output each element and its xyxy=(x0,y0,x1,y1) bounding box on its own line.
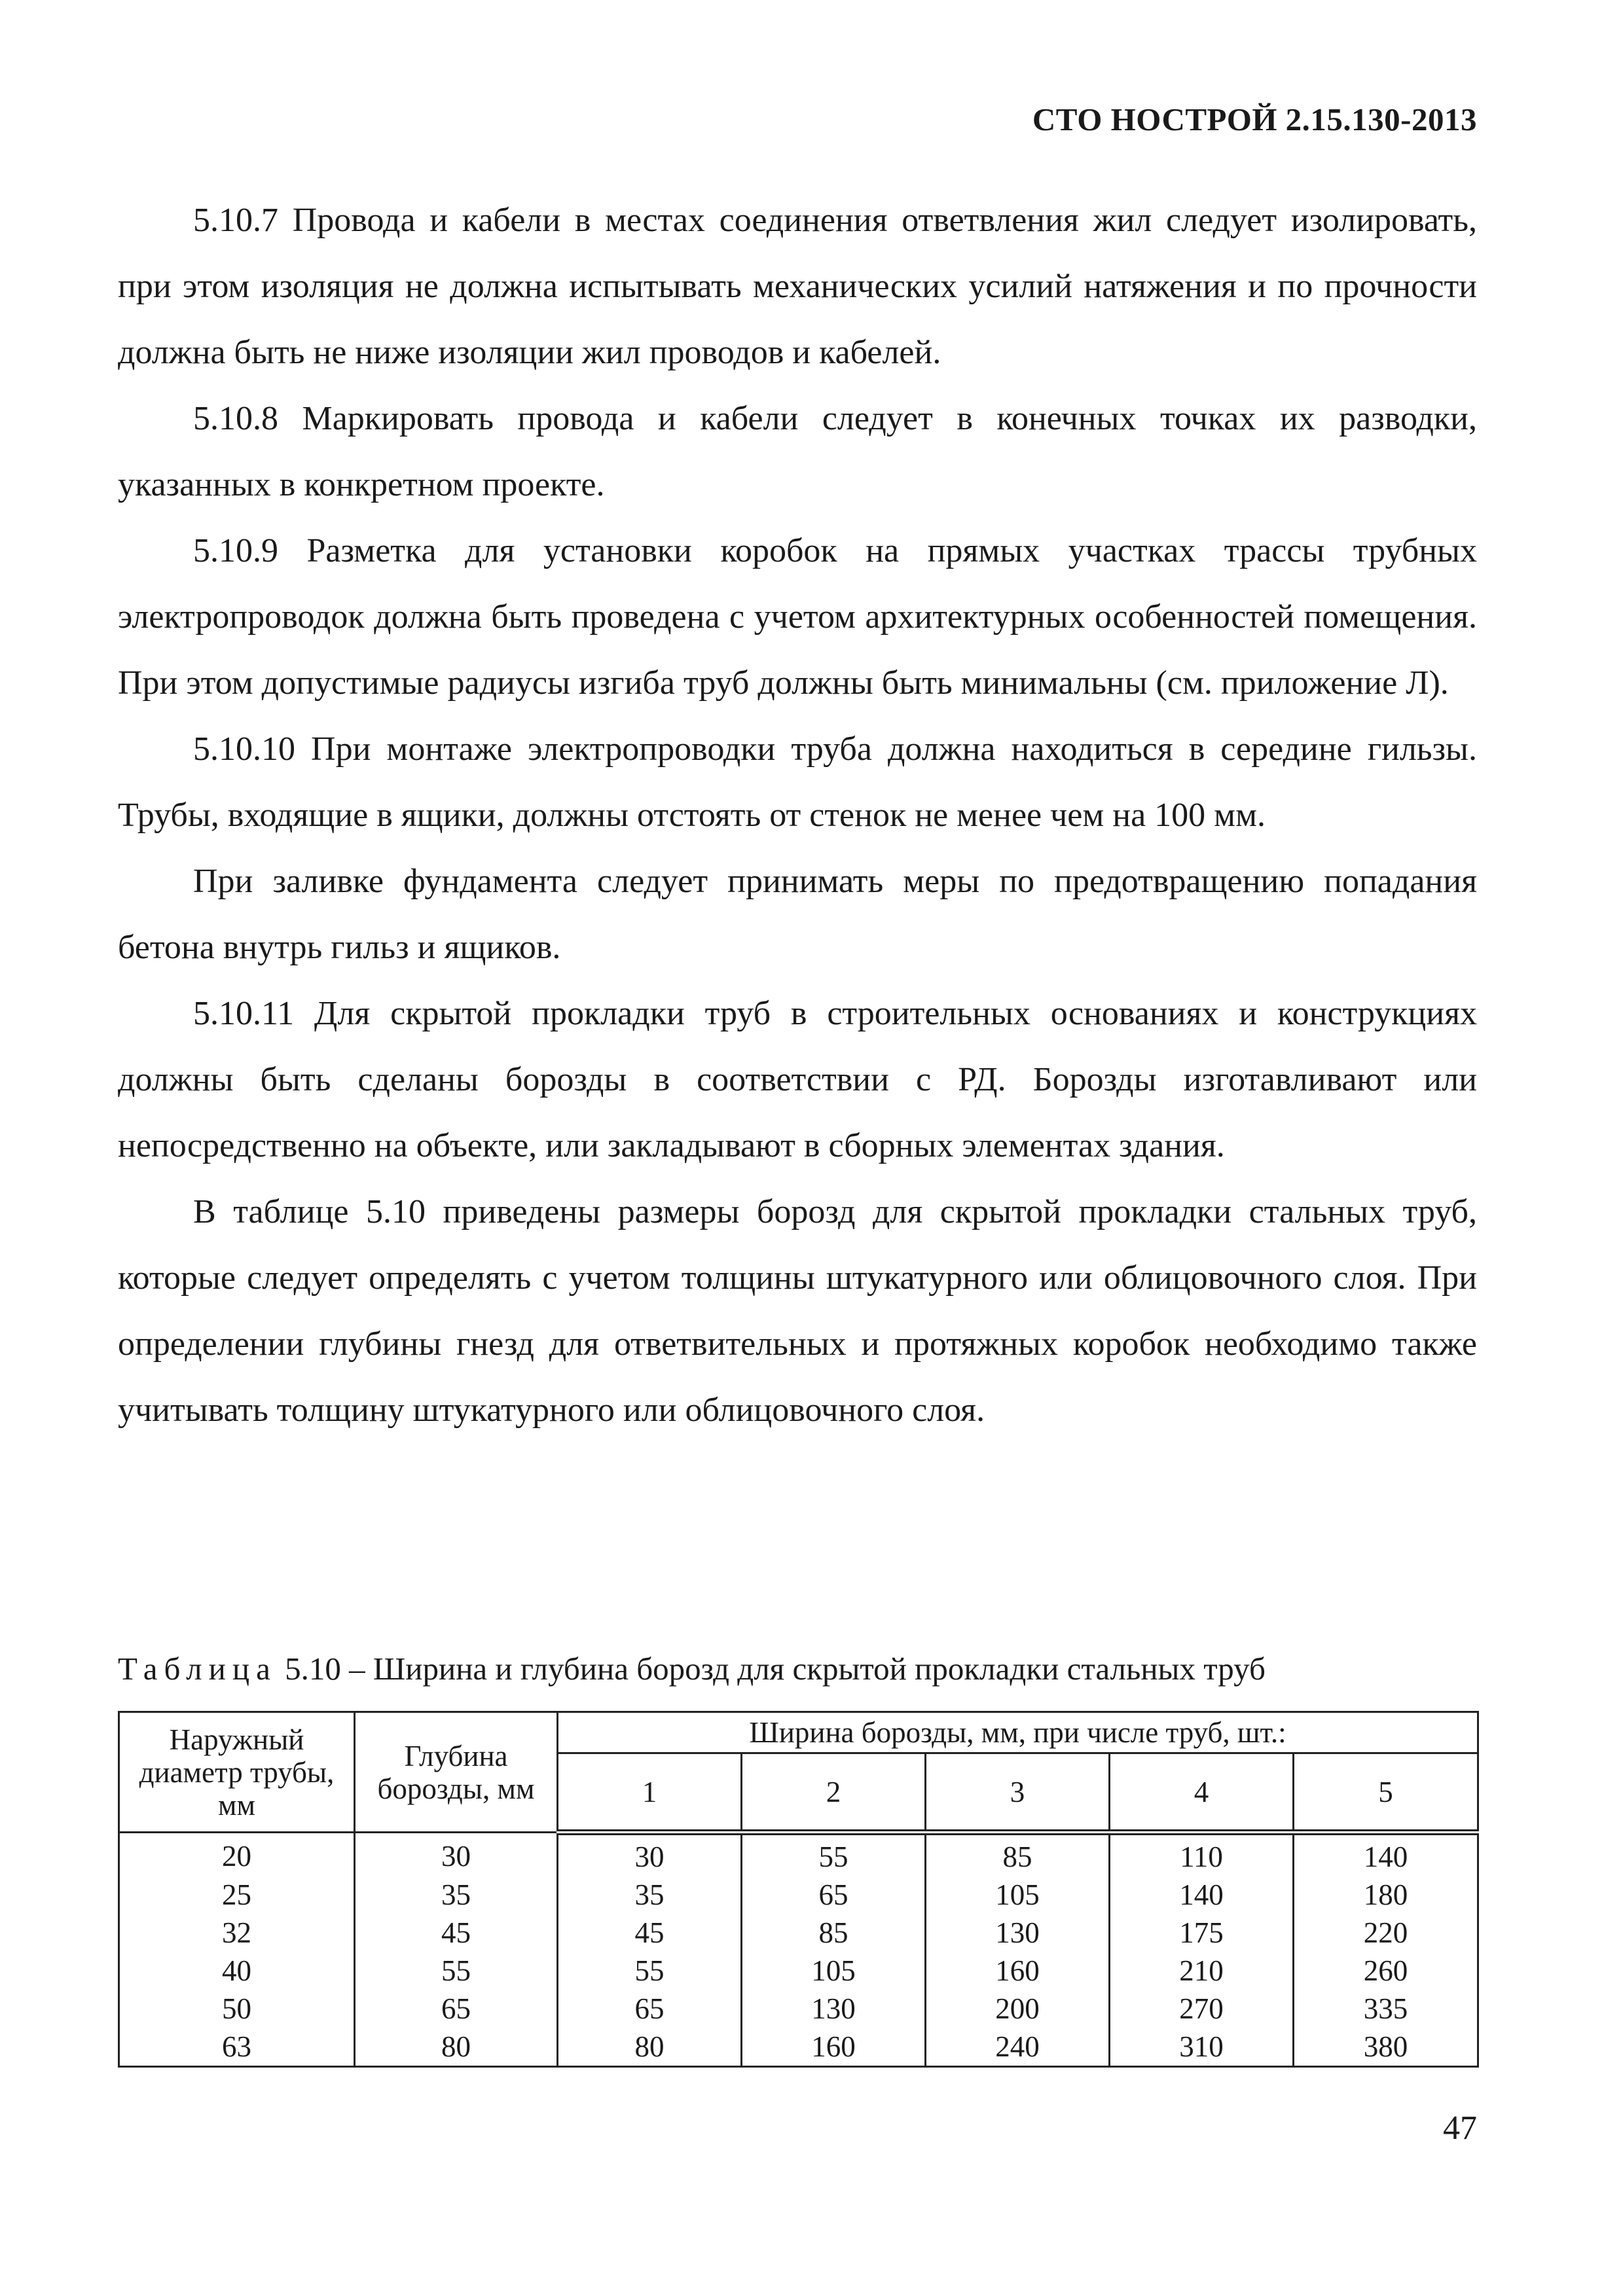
table-cell: 65 xyxy=(355,1990,558,2028)
header-pipes-3: 3 xyxy=(926,1753,1110,1833)
paragraph-foundation: При заливке фундамента следует принимать меры по предотвращению попадания бетона внутрь гильз и ящиков. xyxy=(118,863,1477,966)
table-cell: 180 xyxy=(1294,1876,1478,1914)
table-cell: 55 xyxy=(558,1952,742,1990)
table-cell: 30 xyxy=(355,1833,558,1876)
table-cell: 380 xyxy=(1294,2028,1478,2067)
table-cell: 63 xyxy=(119,2028,355,2067)
header-groove-depth: Глубина борозды, мм xyxy=(355,1712,558,1833)
table-cell: 200 xyxy=(926,1990,1110,2028)
table-cell: 32 xyxy=(119,1914,355,1952)
header-pipes-1: 1 xyxy=(558,1753,742,1833)
table-cell: 210 xyxy=(1110,1952,1294,1990)
paragraph-table-intro: В таблице 5.10 приведены размеры борозд для скрытой прокладки стальных труб, которые следует определять с учетом толщины штукатурного или облицовочного слоя. При определении глубины гнезд для ответвительных и протяжных коробок необходимо также учитывать толщину штукатурного или облицовочного слоя. xyxy=(118,1193,1477,1429)
paragraph-5-10-7: 5.10.7 Провода и кабели в местах соединения ответвления жил следует изолировать, при этом изоляция не должна испытывать механических усилий натяжения и по прочности должна быть не ниже изоляции жил проводов и кабелей. xyxy=(118,202,1477,371)
table-caption xyxy=(118,1649,1477,1689)
table-cell: 335 xyxy=(1294,1990,1478,2028)
table-cell: 20 xyxy=(119,1833,355,1876)
table-cell: 105 xyxy=(926,1876,1110,1914)
table-cell: 80 xyxy=(558,2028,742,2067)
table-cell: 45 xyxy=(355,1914,558,1952)
header-pipes-2: 2 xyxy=(742,1753,926,1833)
table-cell: 260 xyxy=(1294,1952,1478,1990)
table-caption-label: Таблица xyxy=(118,1651,277,1687)
table-cell: 40 xyxy=(119,1952,355,1990)
table-cell: 240 xyxy=(926,2028,1110,2067)
table-cell: 85 xyxy=(742,1914,926,1952)
table-cell: 220 xyxy=(1294,1914,1478,1952)
page-number: 47 xyxy=(1443,2109,1477,2147)
table-cell: 65 xyxy=(742,1876,926,1914)
paragraph-5-10-8: 5.10.8 Маркировать провода и кабели следует в конечных точках их разводки, указанных в конкретном проекте. xyxy=(118,400,1477,503)
paragraph-5-10-9: 5.10.9 Разметка для установки коробок на прямых участках трассы трубных электропроводок должна быть проведена с учетом архитектурных особенностей помещения. При этом допустимые радиусы изгиба труб должны быть минимальны (см. приложение Л). xyxy=(118,532,1477,702)
table-row xyxy=(119,1914,1478,1952)
table-cell: 35 xyxy=(355,1876,558,1914)
table-row xyxy=(119,1833,1478,1876)
document-code-header: СТО НОСТРОЙ 2.15.130-2013 xyxy=(1032,101,1477,137)
table-cell: 50 xyxy=(119,1990,355,2028)
table-cell: 140 xyxy=(1294,1833,1478,1876)
table-caption-text: 5.10 – Ширина и глубина борозд для скрытой прокладки стальных труб xyxy=(276,1651,1266,1687)
table-cell: 310 xyxy=(1110,2028,1294,2067)
header-outer-diameter: Наружный диаметр трубы, мм xyxy=(119,1712,355,1833)
table-cell: 160 xyxy=(742,2028,926,2067)
table-cell: 130 xyxy=(926,1914,1110,1952)
table-cell: 85 xyxy=(926,1833,1110,1876)
header-groove-width: Ширина борозды, мм, при числе труб, шт.: xyxy=(558,1712,1478,1753)
table-header-row xyxy=(119,1712,1478,1753)
table-cell: 130 xyxy=(742,1990,926,2028)
header-pipes-4: 4 xyxy=(1110,1753,1294,1833)
table-cell: 45 xyxy=(558,1914,742,1952)
table-cell: 25 xyxy=(119,1876,355,1914)
table-cell: 30 xyxy=(558,1833,742,1876)
table-row xyxy=(119,2028,1478,2067)
table-cell: 55 xyxy=(742,1833,926,1876)
groove-dimensions-table xyxy=(118,1711,1479,2068)
table-cell: 105 xyxy=(742,1952,926,1990)
table-cell: 80 xyxy=(355,2028,558,2067)
table-cell: 55 xyxy=(355,1952,558,1990)
table-cell: 140 xyxy=(1110,1876,1294,1914)
table-cell: 65 xyxy=(558,1990,742,2028)
table-cell: 160 xyxy=(926,1952,1110,1990)
header-pipes-5: 5 xyxy=(1294,1753,1478,1833)
table-row xyxy=(119,1990,1478,2028)
paragraph-5-10-10: 5.10.10 При монтаже электропроводки труба должна находиться в середине гильзы. Трубы, входящие в ящики, должны отстоять от стенок не менее чем на 100 мм. xyxy=(118,730,1477,834)
table-cell: 175 xyxy=(1110,1914,1294,1952)
body-text xyxy=(118,187,1477,1443)
table-row xyxy=(119,1876,1478,1914)
table-cell: 110 xyxy=(1110,1833,1294,1876)
table-row xyxy=(119,1952,1478,1990)
paragraph-5-10-11: 5.10.11 Для скрытой прокладки труб в строительных основаниях и конструкциях должны быть сделаны борозды в соответствии с РД. Борозды изготавливают или непосредственно на объекте, или закладывают в сборных элементах здания. xyxy=(118,995,1477,1164)
table-cell: 35 xyxy=(558,1876,742,1914)
table-cell: 270 xyxy=(1110,1990,1294,2028)
